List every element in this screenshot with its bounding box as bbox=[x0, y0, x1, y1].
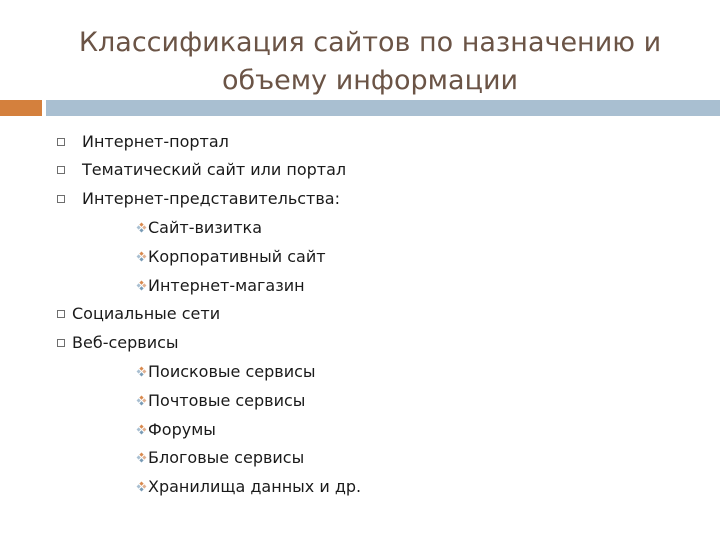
list-item: Сайт-визитка bbox=[148, 218, 262, 237]
list-item: Интернет-портал bbox=[82, 132, 229, 151]
diamond-bullet-icon bbox=[135, 451, 148, 464]
slide-title-line-2: объему информации bbox=[221, 65, 519, 96]
diamond-bullet-icon bbox=[135, 394, 148, 407]
list-item: Социальные сети bbox=[72, 304, 221, 323]
diamond-bullet-icon bbox=[135, 480, 148, 493]
diamond-bullet-icon bbox=[135, 279, 148, 292]
list-item: Почтовые сервисы bbox=[148, 391, 306, 410]
list-item: Тематический сайт или портал bbox=[82, 160, 347, 179]
list-item: Интернет-магазин bbox=[148, 276, 305, 295]
diamond-bullet-icon bbox=[135, 221, 148, 234]
slide-title-line-1: Классификация сайтов по назначению и bbox=[78, 27, 662, 58]
list-item: Форумы bbox=[148, 420, 216, 439]
list-item: Поисковые сервисы bbox=[148, 362, 316, 381]
square-bullet-icon bbox=[57, 339, 65, 347]
square-bullet-icon bbox=[57, 310, 65, 318]
list-item: Веб-сервисы bbox=[72, 333, 179, 352]
square-bullet-icon bbox=[57, 138, 65, 146]
diamond-bullet-icon bbox=[135, 423, 148, 436]
diamond-bullet-icon bbox=[135, 250, 148, 263]
diamond-bullet-icon bbox=[135, 365, 148, 378]
square-bullet-icon bbox=[57, 166, 65, 174]
list-item: Корпоративный сайт bbox=[148, 247, 326, 266]
list-item: Интернет-представительства: bbox=[82, 189, 340, 208]
list-item: Хранилища данных и др. bbox=[148, 477, 362, 496]
list-item: Блоговые сервисы bbox=[148, 448, 305, 467]
square-bullet-icon bbox=[57, 195, 65, 203]
